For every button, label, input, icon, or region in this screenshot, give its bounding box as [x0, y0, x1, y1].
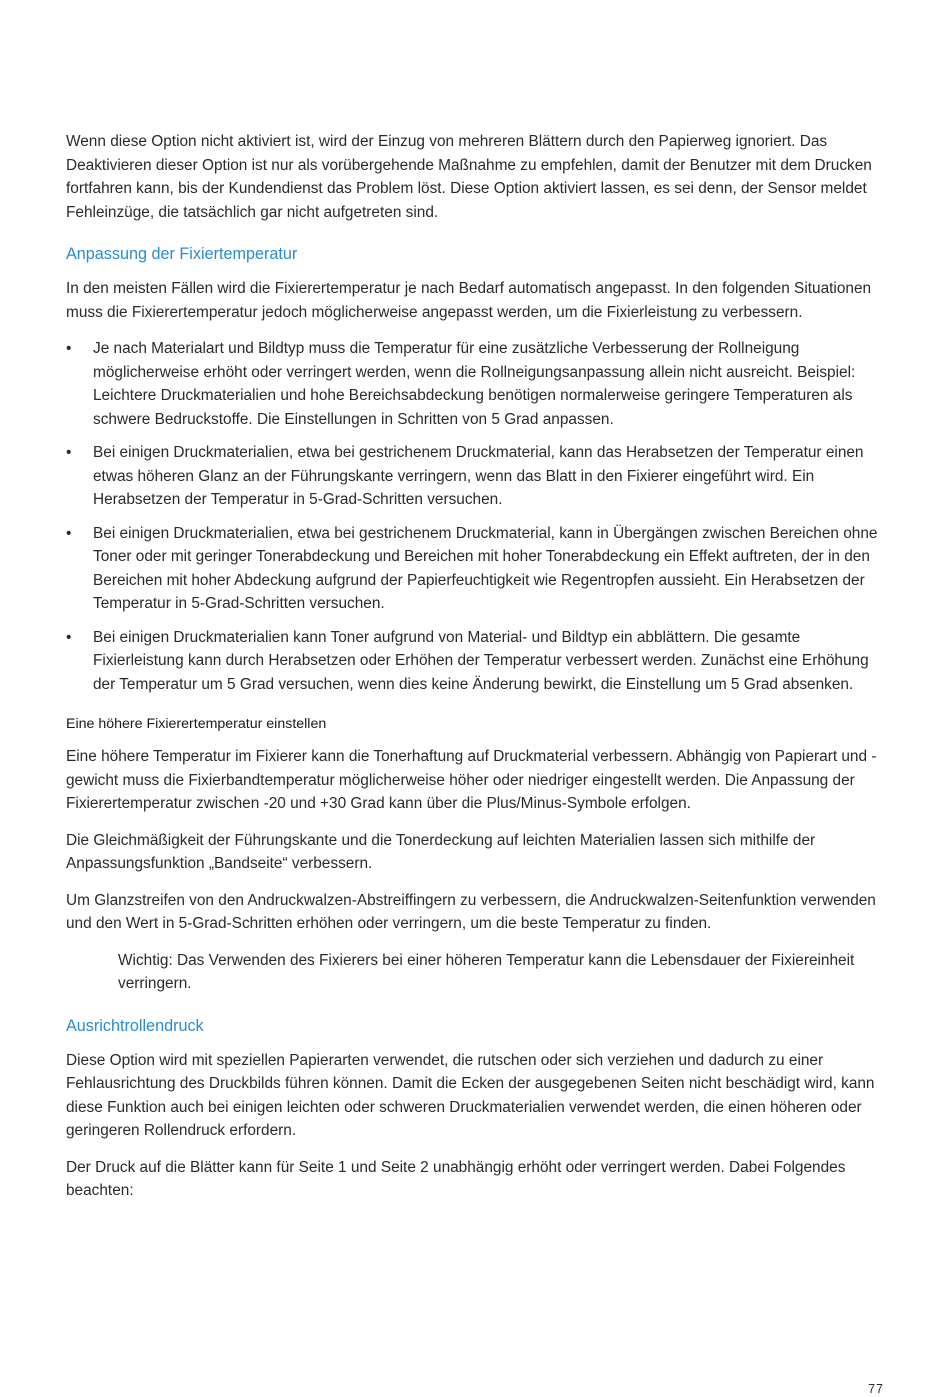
fuser-intro-paragraph: In den meisten Fällen wird die Fixierertemperatur je nach Bedarf automatisch angepasst. In den folgenden Situationen muss die Fixierertemperatur jedoch möglicherweise angepasst werden, um die Fixierleistung zu verbessern. [66, 280, 872, 321]
list-item [66, 522, 886, 616]
bullet-icon: • [66, 628, 72, 646]
intro-paragraph: Wenn diese Option nicht aktiviert ist, wird der Einzug von mehreren Blättern durch den Papierweg ignoriert. Das Deaktivieren dieser Option ist nur als vorübergehende Maßnahme zu empfehlen, damit der Benutzer mit dem Drucken fortfahren kann, bis der Kundendienst das Problem löst. Diese Option aktiviert lassen, es sei denn, der Sensor meldet Fehleinzüge, die tatsächlich gar nicht aufgetreten sind. [66, 133, 872, 221]
document-page [66, 130, 886, 1216]
list-item-text: Bei einigen Druckmaterialien, etwa bei gestrichenem Druckmaterial, kann das Herabsetzen der Temperatur einen etwas höheren Glanz an der Führungskante verringern, wenn das Blatt in den Fixierer eingeführt wird. Ein Herabsetzen der Temperatur in 5-Grad-Schritten versuchen. [93, 444, 864, 508]
section-heading-alignment-roller-pressure: Ausrichtrollendruck [66, 1016, 204, 1035]
list-item-text: Bei einigen Druckmaterialien kann Toner aufgrund von Material- und Bildtyp ein abblättern. Die gesamte Fixierleistung kann durch Herabsetzen oder Erhöhen der Temperatur verbessert werden. Zunächst eine Erhöhung der Temperatur um 5 Grad versuchen, wenn dies keine Änderung bewirkt, die Einstellung um 5 Grad absenken. [93, 628, 869, 693]
section-heading-fuser-temperature: Anpassung der Fixiertemperatur [66, 245, 298, 263]
roller-pressure-paragraph-2: Der Druck auf die Blätter kann für Seite 1 und Seite 2 unabhängig erhöht oder verringert werden. Dabei Folgendes beachten: [66, 1158, 846, 1199]
bullet-icon: • [66, 340, 72, 357]
higher-temperature-paragraph-3: Um Glanzstreifen von den Andruckwalzen-Abstreiffingern zu verbessern, die Andruckwalzen-Seitenfunktion verwenden und den Wert in 5-Grad-Schritten erhöhen oder verringern, um die beste Temperatur zu finden. [66, 891, 876, 932]
list-item [66, 337, 886, 431]
list-item-text: Bei einigen Druckmaterialien, etwa bei gestrichenem Druckmaterial, kann in Übergängen zwischen Bereichen ohne Toner oder mit geringer Tonerabdeckung und Bereichen mit hoher Tonerabdeckung ein Effekt auftreten, der in den Bereichen mit hoher Abdeckung aufgrund der Papierfeuchtigkeit wie Regentropfen aussieht. Ein Herabsetzen der Temperatur in 5-Grad-Schritten versuchen. [93, 524, 878, 612]
list-item-text: Je nach Materialart und Bildtyp muss die Temperatur für eine zusätzliche Verbesserung der Rollneigung möglicherweise erhöht oder verringert werden, wenn die Rollneigungsanpassung allein nicht ausreicht. Beispiel: Leichtere Druckmaterialien und hohe Bereichsabdeckung benötigen normalerweise geringere Temperaturen als schwere Bedruckstoffe. Die Einstellungen in Schritten von 5 Grad anpassen. [93, 340, 856, 428]
higher-temperature-paragraph-2: Die Gleichmäßigkeit der Führungskante und die Tonerdeckung auf leichten Materialien lassen sich mithilfe der Anpassungsfunktion „Bandseite“ verbessern. [66, 831, 816, 872]
roller-pressure-paragraph-1: Diese Option wird mit speziellen Papierarten verwendet, die rutschen oder sich verziehen und dadurch zu einer Fehlausrichtung des Druckbilds führen können. Damit die Ecken der ausgegebenen Seiten nicht beschädigt wird, kann diese Funktion auch bei einigen leichten oder schweren Druckmaterialien verwendet werden, die einen höheren oder geringeren Rollendruck erfordern. [66, 1051, 875, 1139]
higher-temperature-paragraph-1: Eine höhere Temperatur im Fixierer kann die Tonerhaftung auf Druckmaterial verbessern. Abhängig von Papierart und -gewicht muss die Fixierbandtemperatur möglicherweise höher oder niedriger eingestellt werden. Die Anpassung der Fixierertemperatur zwischen -20 und +30 Grad kann über die Plus/Minus-Symbole erfolgen. [66, 748, 877, 812]
important-note: Wichtig: Das Verwenden des Fixierers bei einer höheren Temperatur kann die Lebensdauer der Fixiereinheit verringern. [118, 951, 855, 992]
bullet-icon: • [66, 524, 72, 542]
page-number: 77 [868, 1382, 884, 1396]
fuser-bullet-list [66, 337, 886, 696]
subsection-heading-higher-fuser-temperature: Eine höhere Fixierertemperatur einstellen [66, 716, 327, 732]
bullet-icon: • [66, 444, 72, 461]
list-item [66, 626, 886, 697]
list-item [66, 441, 886, 512]
